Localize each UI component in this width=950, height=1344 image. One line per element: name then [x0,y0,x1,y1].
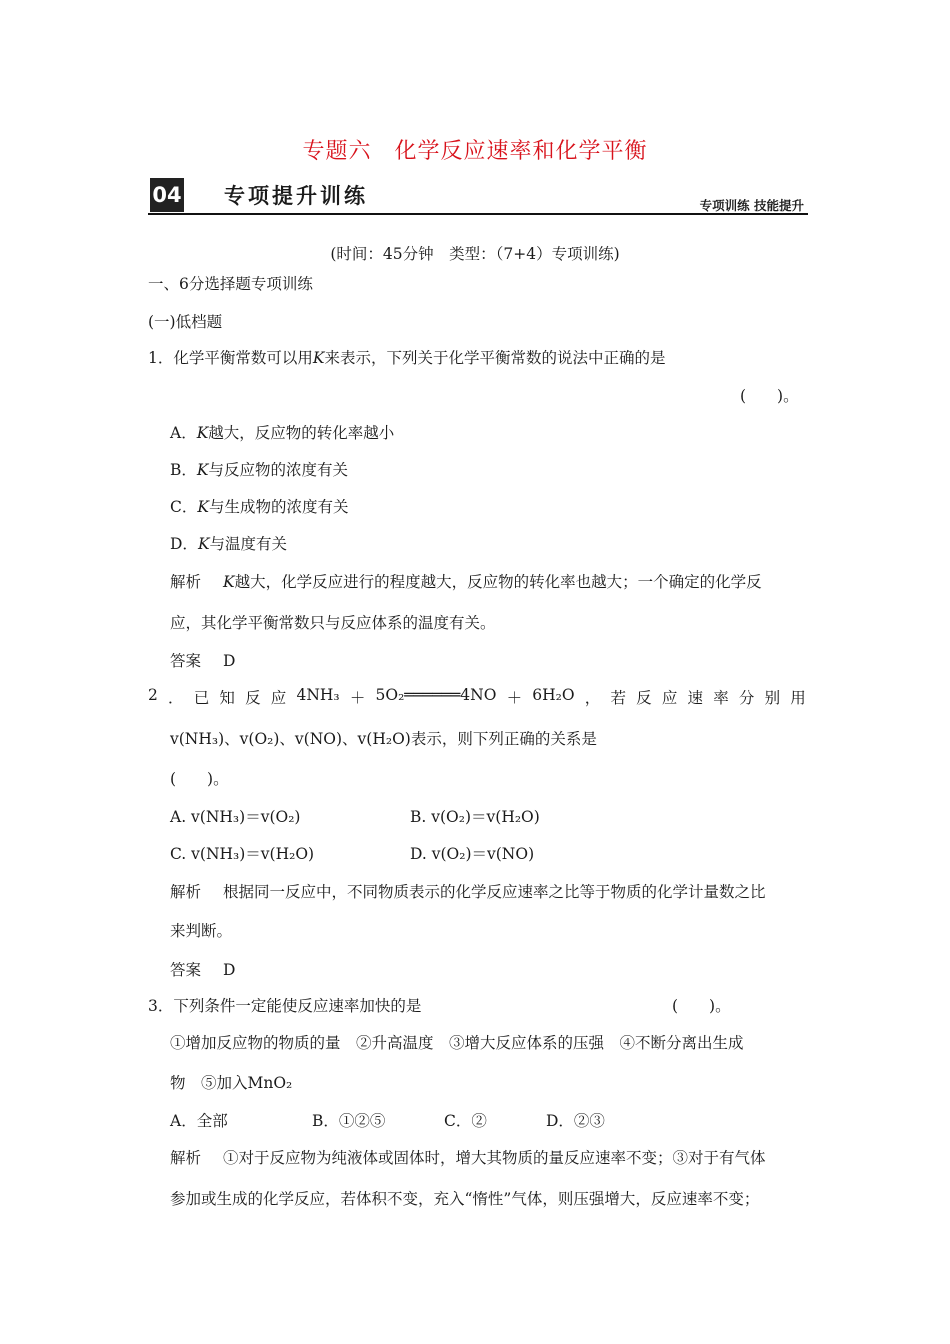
banner-divider [148,213,808,215]
section-heading: 一、6分选择题专项训练 [148,275,313,293]
question-2-answer: 答案 D [170,961,236,979]
question-2-option-b: B. v(O₂)＝v(H₂O) [410,808,540,826]
question-1-analysis-cont: 应，其化学平衡常数只与反应体系的温度有关。 [170,614,496,632]
question-2-option-c: C. v(NH₃)＝v(H₂O) [170,845,315,863]
question-1-stem: 1．化学平衡常数可以用K来表示，下列关于化学平衡常数的说法中正确的是 [148,349,666,367]
question-3-analysis: 解析 ①对于反应物为纯液体或固体时，增大其物质的量反应速率不变；③对于有气体 [170,1149,766,1167]
page-title: 专题六 化学反应速率和化学平衡 [302,139,648,164]
subsection-heading: (一)低档题 [148,313,223,331]
banner-number-badge: 04 [150,178,184,212]
question-2-analysis: 解析 根据同一反应中，不同物质表示的化学反应速率之比等于物质的化学计量数之比 [170,883,766,901]
question-3-option-a: A．全部 [170,1112,228,1130]
question-2-analysis-cont: 来判断。 [170,922,233,940]
question-1-answer: 答案 D [170,652,236,670]
question-2-option-d: D. v(O₂)＝v(NO) [410,845,535,863]
question-1-analysis: 解析 K越大，化学反应进行的程度越大，反应物的转化率也越大；一个确定的化学反 [170,573,762,591]
question-3-stem: 3．下列条件一定能使反应速率加快的是 [148,997,422,1015]
banner-subtitle: 专项训练 技能提升 [699,198,804,213]
question-2-stem-cont: v(NH₃)、v(O₂)、v(NO)、v(H₂O)表示，则下列正确的关系是 [170,730,597,748]
question-1-option-d: D．K与温度有关 [170,535,288,553]
question-2-option-a: A. v(NH₃)＝v(O₂) [170,808,301,826]
question-1-blank: ( )。 [740,387,799,405]
question-3-analysis-cont: 参加或生成的化学反应，若体积不变，充入“惰性”气体，则压强增大，反应速率不变； [170,1190,760,1208]
question-2-blank: ( )。 [170,770,229,788]
question-1-option-b: B．K与反应物的浓度有关 [170,461,348,479]
banner-title: 专项提升训练 [224,184,368,208]
question-3-option-b: B．①②⑤ [312,1112,386,1130]
question-3-conditions: ①增加反应物的物质的量 ②升高温度 ③增大反应体系的压强 ④不断分离出生成 [170,1034,744,1052]
section-banner [148,178,808,214]
question-3-blank: ( )。 [672,997,731,1015]
question-3-option-d: D．②③ [546,1112,605,1130]
question-1-option-a: A．K越大，反应物的转化率越小 [170,424,395,442]
question-3-conditions-cont: 物 ⑤加入MnO₂ [170,1074,293,1092]
exercise-meta: (时间：45分钟 类型：（7+4）专项训练) [330,245,620,263]
question-3-option-c: C．② [444,1112,487,1130]
question-1-option-c: C．K与生成物的浓度有关 [170,498,349,516]
question-2-stem: 2 ． 已 知 反 应 4NH₃ ＋ 5O₂══════4NO ＋ 6H₂O ， 若 反 应 速 率 分 别 用 [148,686,806,707]
